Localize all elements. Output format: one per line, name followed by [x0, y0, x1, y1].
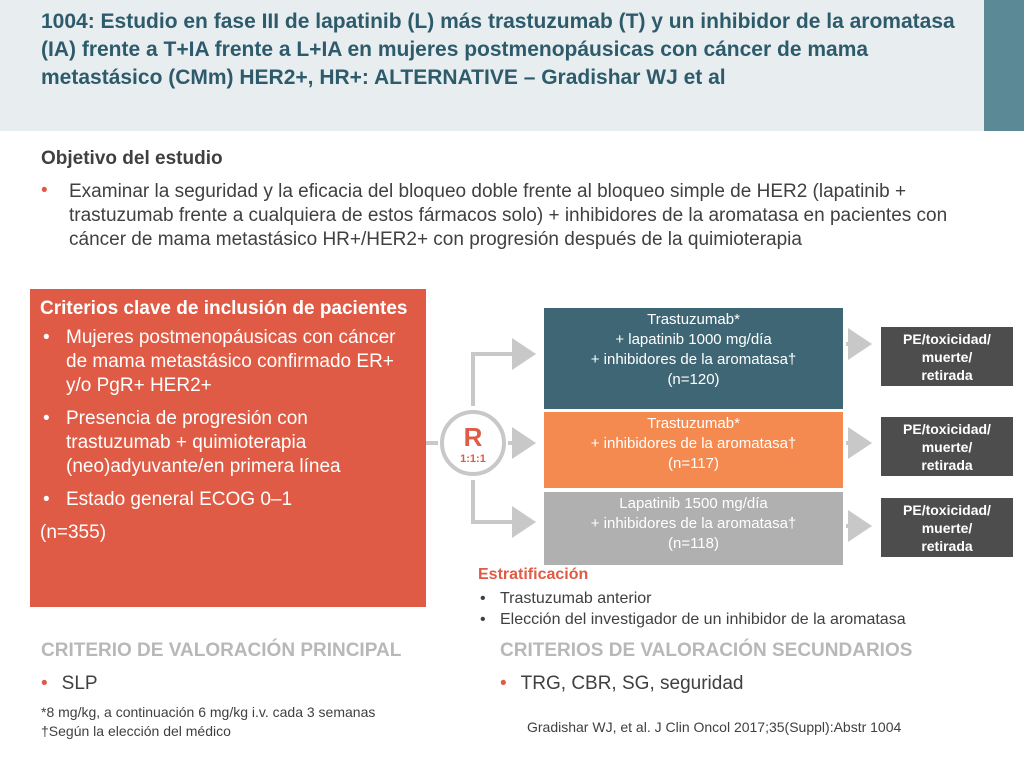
- stratification-list: [478, 588, 906, 630]
- stratification-item: • Elección del investigador de un inhibidor de la aromatasa: [478, 609, 906, 630]
- primary-endpoint-item: [41, 673, 98, 695]
- inclusion-item: • Presencia de progresión con trastuzumab + quimioterapia (neo)adyuvante/en primera línea: [40, 407, 416, 479]
- outcome-line: PE/toxicidad/: [903, 421, 991, 437]
- outcome-box: [881, 417, 1013, 476]
- arm-box-t-ai: [544, 412, 843, 488]
- stratification-heading: Estratificación: [478, 566, 589, 583]
- arm-line: + inhibidores de la aromatasa†: [590, 515, 797, 532]
- outcome-line: muerte/: [921, 349, 973, 365]
- arm-line: + inhibidores de la aromatasa†: [590, 351, 797, 368]
- outcome-box: [881, 498, 1013, 557]
- outcome-line: muerte/: [921, 520, 973, 536]
- inclusion-n: (n=355): [40, 522, 107, 543]
- secondary-endpoint-text: TRG, CBR, SG, seguridad: [520, 673, 744, 694]
- secondary-endpoint-heading: CRITERIOS DE VALORACIÓN SECUNDARIOS: [500, 640, 913, 661]
- randomization-letter: R: [463, 422, 483, 452]
- outcome-line: PE/toxicidad/: [903, 502, 991, 518]
- arm-box-t-l-ai: [544, 308, 843, 409]
- outcome-line: retirada: [921, 538, 973, 554]
- arm-box-l-ai: [544, 492, 843, 565]
- inclusion-criteria-box: [30, 289, 426, 607]
- outcome-box: [881, 327, 1013, 386]
- stratification-item: • Trastuzumab anterior: [478, 588, 906, 609]
- inclusion-item: • Mujeres postmenopáusicas con cáncer de mama metastásico confirmado ER+ y/o PgR+ HER2+: [40, 326, 416, 398]
- arm-n: (n=118): [667, 535, 719, 552]
- slide-title: 1004: Estudio en fase III de lapatinib (L) más trastuzumab (T) y un inhibidor de la aromatasa (IA) frente a T+IA frente a L+IA en mujeres postmenopáusicas con cáncer de mama metastásico (CMm) HER2+, HR+: ALTERNATIVE – Gradishar WJ et al: [41, 10, 955, 89]
- outcome-line: muerte/: [921, 439, 973, 455]
- bullet: •: [41, 673, 48, 694]
- arm-line: Trastuzumab*: [647, 311, 740, 328]
- outcome-line: PE/toxicidad/: [903, 331, 991, 347]
- primary-endpoint-text: SLP: [61, 673, 98, 694]
- randomization-ratio: 1:1:1: [460, 453, 486, 465]
- citation: Gradishar WJ, et al. J Clin Oncol 2017;35(Suppl):Abstr 1004: [527, 719, 902, 735]
- inclusion-item: • Estado general ECOG 0–1: [40, 488, 416, 512]
- footnote-dosing: *8 mg/kg, a continuación 6 mg/kg i.v. cada 3 semanas: [41, 704, 376, 720]
- arm-line: + lapatinib 1000 mg/día: [615, 331, 772, 348]
- footnote-choice: †Según la elección del médico: [41, 723, 231, 739]
- objective-text: Examinar la seguridad y la eficacia del bloqueo doble frente al bloqueo simple de HER2 (lapatinib + trastuzumab frente a cualquiera de estos fármacos solo) + inhibidores de la aromatasa en pacientes con cáncer de mama metastásico HR+/HER2+ con progresión después de la quimioterapia: [69, 181, 948, 250]
- inclusion-title: Criterios clave de inclusión de pacientes: [40, 298, 408, 319]
- arm-line: + inhibidores de la aromatasa†: [590, 435, 797, 452]
- randomization-circle: [440, 410, 506, 476]
- bullet: •: [500, 673, 507, 694]
- outcome-line: retirada: [921, 367, 973, 383]
- arm-line: Lapatinib 1500 mg/día: [619, 495, 768, 512]
- objective-bullet: •: [41, 180, 48, 201]
- secondary-endpoint-item: [500, 673, 743, 695]
- arm-n: (n=120): [667, 371, 720, 388]
- arm-n: (n=117): [667, 455, 719, 472]
- objective-heading: Objetivo del estudio: [41, 148, 223, 169]
- primary-endpoint-heading: CRITERIO DE VALORACIÓN PRINCIPAL: [41, 640, 402, 661]
- arm-line: Trastuzumab*: [647, 415, 740, 432]
- outcome-line: retirada: [921, 457, 973, 473]
- inclusion-list: [40, 326, 416, 512]
